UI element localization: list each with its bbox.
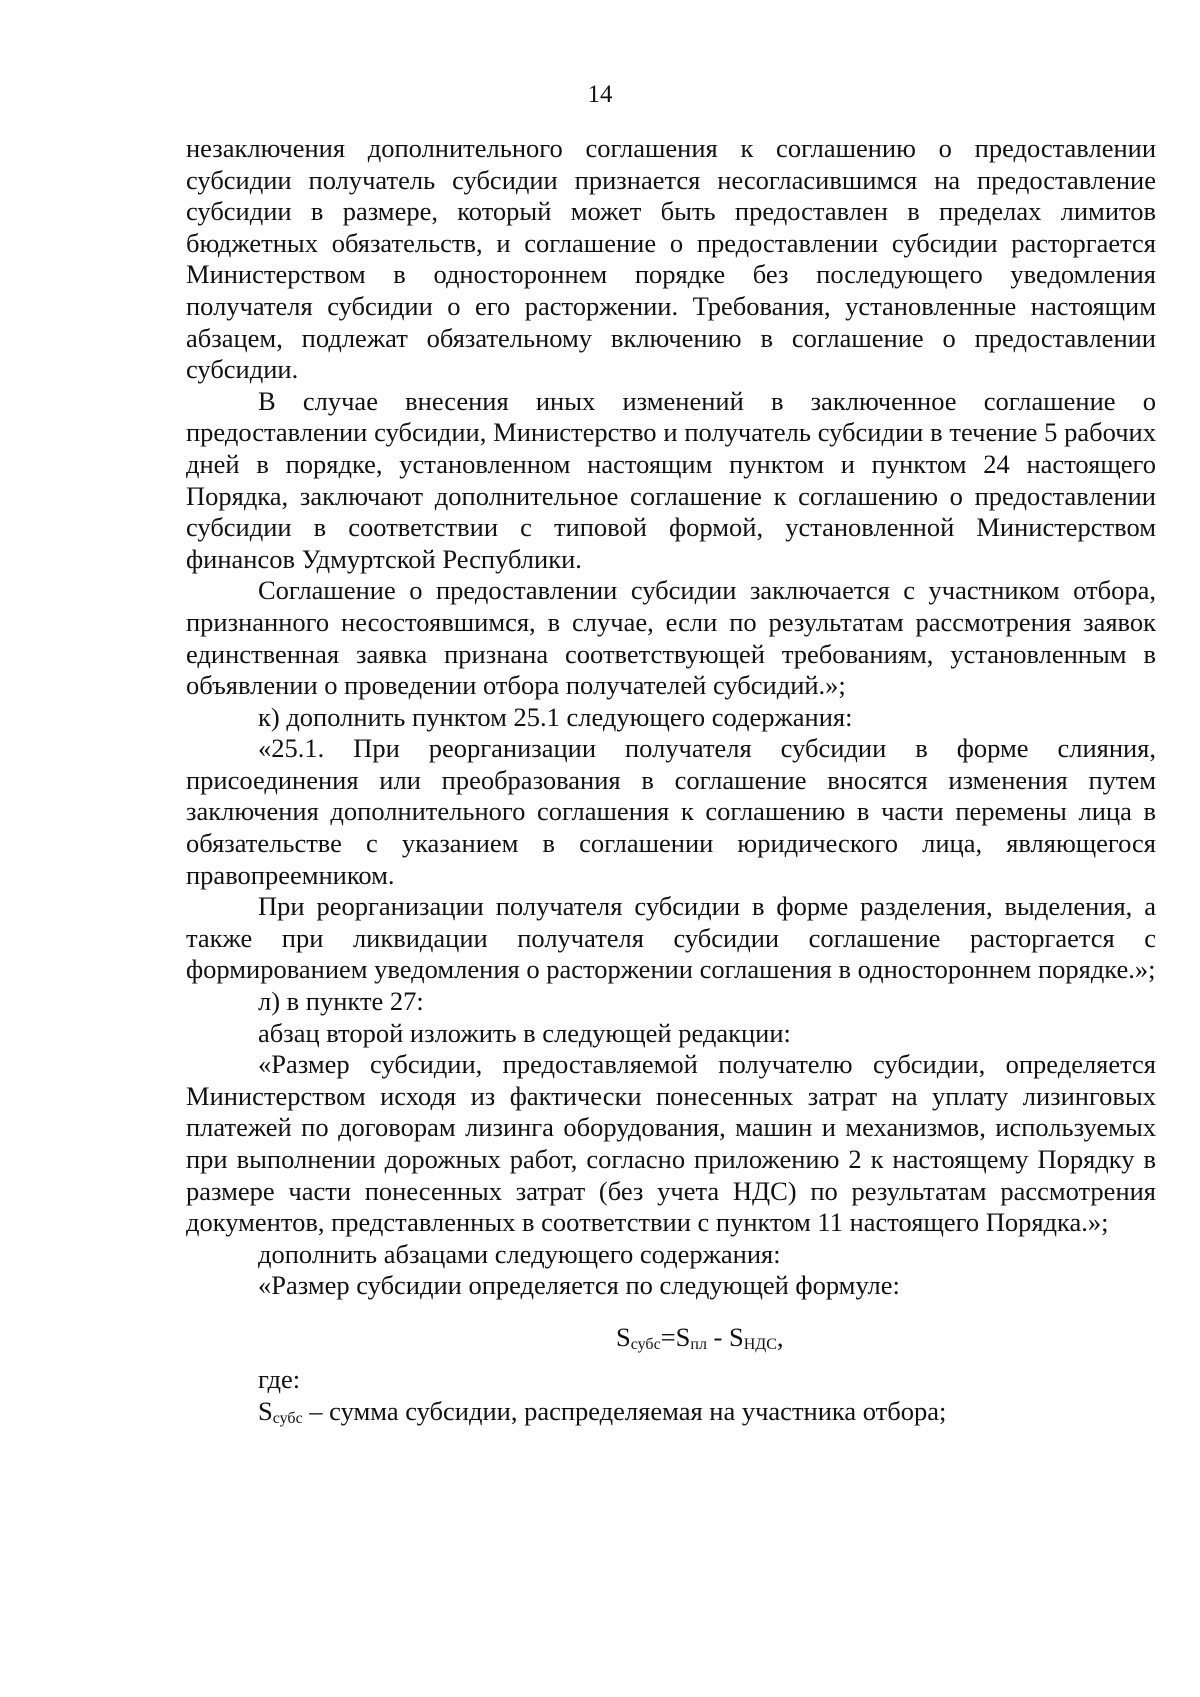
formula-lhs-subscript: субс	[630, 1335, 661, 1353]
definition-symbol: S	[258, 1395, 273, 1426]
document-body	[186, 133, 1156, 1427]
paragraph-item-k: к) дополнить пунктом 25.1 следующего содержания:	[258, 701, 853, 732]
formula-lhs-symbol: S	[616, 1321, 631, 1352]
where-label: где:	[258, 1363, 301, 1394]
formula-equals: =	[660, 1321, 676, 1352]
formula-term1-symbol: S	[675, 1321, 691, 1352]
formula-term2-subscript: НДС	[743, 1335, 777, 1353]
paragraph-subsidy-size: «Размер субсидии, предоставляемой получателю субсидии, определяется Министерством исходя из фактически понесенных затрат на уплату лизинговых платежей по договорам лизинга оборудования, машин и механизмов, используемых при выполнении дорожных работ, согласно приложению 2 к настоящему Порядку в размере части понесенных затрат (без учета НДС) по результатам рассмотрения документов, представленных в соответствии с пунктом 11 настоящего Порядка.»;	[186, 1049, 1156, 1238]
definition-subsidy	[186, 1396, 1156, 1428]
paragraph-formula-intro: «Размер субсидии определяется по следующей формуле:	[258, 1270, 900, 1301]
formula-term1-subscript: пл	[690, 1335, 707, 1353]
paragraph-item-l: л) в пункте 27:	[258, 986, 424, 1017]
paragraph-agreement-single-bid: Соглашение о предоставлении субсидии заключается с участником отбора, признанного несостоявшимся, в случае, если по результатам рассмотрения заявок единственная заявка признана соответствующей требованиям, установленным в объявлении о проведении отбора получателей субсидий.»;	[186, 575, 1156, 701]
formula-minus: -	[706, 1321, 729, 1352]
page-number: 14	[587, 81, 613, 108]
formula-term2-symbol: S	[729, 1321, 744, 1352]
paragraph-25-1: «25.1. При реорганизации получателя субсидии в форме слияния, присоединения или преобразования в соглашение вносятся изменения путем заключения дополнительного соглашения к соглашению в части перемены лица в обязательстве с указанием в соглашении юридического лица, являющегося правопреемником.	[186, 733, 1156, 890]
paragraph-add-abzacs: дополнить абзацами следующего содержания:	[258, 1238, 781, 1269]
definition-subscript: субс	[272, 1409, 303, 1427]
formula-tail: ,	[776, 1321, 784, 1352]
paragraph-reorganization-division: При реорганизации получателя субсидии в форме разделения, выделения, а также при ликвидации получателя субсидии соглашение расторгается с формированием уведомления о расторжении соглашения в одностороннем порядке.»;	[186, 891, 1156, 985]
definition-text: – сумма субсидии, распределяемая на участника отбора;	[302, 1395, 947, 1426]
paragraph-continuation: незаключения дополнительного соглашения к соглашению о предоставлении субсидии получатель субсидии признается несогласившимся на предоставление субсидии в размере, который может быть предоставлен в пределах лимитов бюджетных обязательств, и соглашение о предоставлении субсидии расторгается Министерством в одностороннем порядке без последующего уведомления получателя субсидии о его расторжении. Требования, установленные настоящим абзацем, подлежат обязательному включению в соглашение о предоставлении субсидии.	[186, 133, 1156, 385]
subsidy-formula	[186, 1302, 1156, 1364]
paragraph-second-abzac: абзац второй изложить в следующей редакции:	[258, 1017, 791, 1048]
paragraph-other-changes: В случае внесения иных изменений в заключенное соглашение о предоставлении субсидии, Министерство и получатель субсидии в течение 5 рабочих дней в порядке, установленном настоящим пунктом и пунктом 24 настоящего Порядка, заключают дополнительное соглашение к соглашению о предоставлении субсидии в соответствии с типовой формой, установленной Министерством финансов Удмуртской Республики.	[186, 385, 1156, 574]
